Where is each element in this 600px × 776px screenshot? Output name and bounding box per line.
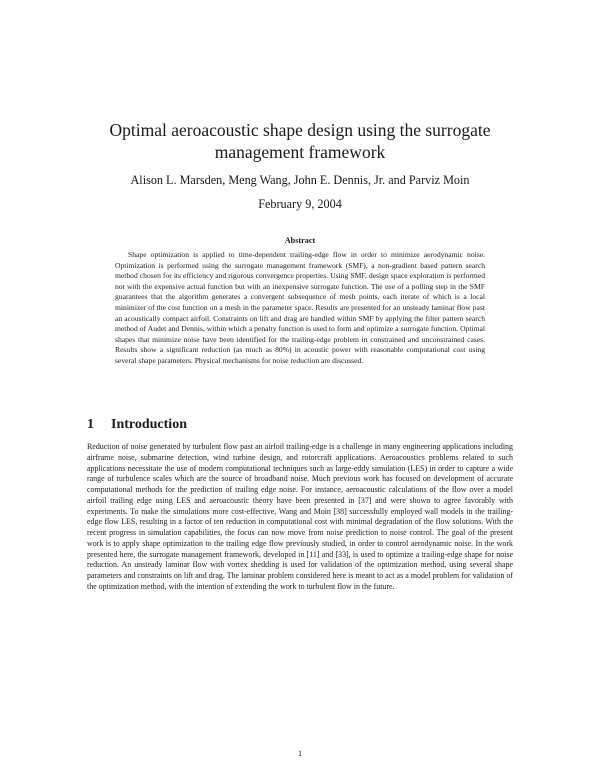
section-heading: [87, 417, 187, 433]
abstract-text: Shape optimization is applied to time-dependent trailing-edge flow in order to minimize aerodynamic noise. Optimization is performed using the surrogate management framework (SMF), a non-gradient based pattern search method chosen for its efficiency and rigorous convergence properties. Using SMF, design space exploration is performed not with the expensive actual function but with an inexpensive surrogate function. The use of a polling step in the SMF guarantees that the algorithm generates a convergent subsequence of mesh points, each iterate of which is a local minimizer of the cost function on a mesh in the parameter space. Results are presented for an unsteady laminar flow past an acoustically compact airfoil. Constraints on lift and drag are handled within SMF by applying the filter pattern search method of Audet and Dennis, within which a penalty function is used to form and optimize a surrogate function. Optimal shapes that minimize noise have been identified for the trailing-edge problem in constrained and unconstrained cases. Results show a significant reduction (as much as 80%) in acoustic power with reasonable computational cost using several shape parameters. Physical mechanisms for noise reduction are discussed.: [115, 250, 485, 365]
section-number: 1: [87, 417, 94, 432]
publication-date: February 9, 2004: [258, 197, 342, 211]
introduction-text: Reduction of noise generated by turbulent flow past an airfoil trailing-edge is a challenge in many engineering applications including airframe noise, submarine detection, wind turbine design, and rotorcraft applications. Aeroacoustics problems related to such applications necessitate the use of modern computational techniques such as large-eddy simulation (LES) in order to capture a wide range of turbulence scales which are the source of broadband noise. Much previous work has focused on development of accurate computational methods for the prediction of trailing edge noise. For instance, aeroacoustic calculations of the flow over a model airfoil trailing edge using LES and aeroacoustic theory have been presented in [37] and were shown to agree favorably with experiments. To make the simulations more cost-effective, Wang and Moin [38] successfully employed wall models in the trailing-edge flow LES, resulting in a factor of ten reduction in computational cost with minimal degradation of the flow solutions. With the recent progress in simulation capabilities, the focus can now move from noise prediction to noise control. The goal of the present work is to apply shape optimization to the trailing edge flow previously studied, in order to control aerodynamic noise. In the work presented here, the surrogate management framework, developed in [11] and [33], is used to optimize a trailing-edge shape for noise reduction. An unsteady laminar flow with vortex shedding is used for validation of the optimization method, using several shape parameters and constraints on lift and drag. The laminar problem considered here is meant to act as a model problem for validation of the optimization method, with the intention of extending the work to turbulent flow in the future.: [87, 442, 513, 591]
author-list: Alison L. Marsden, Meng Wang, John E. Dennis, Jr. and Parviz Moin: [130, 173, 470, 187]
section-title: Introduction: [111, 417, 187, 432]
paper-title: Optimal aeroacoustic shape design using the surrogate management framework: [109, 120, 491, 162]
abstract-heading: Abstract: [284, 236, 316, 245]
page-number: 1: [298, 749, 302, 758]
